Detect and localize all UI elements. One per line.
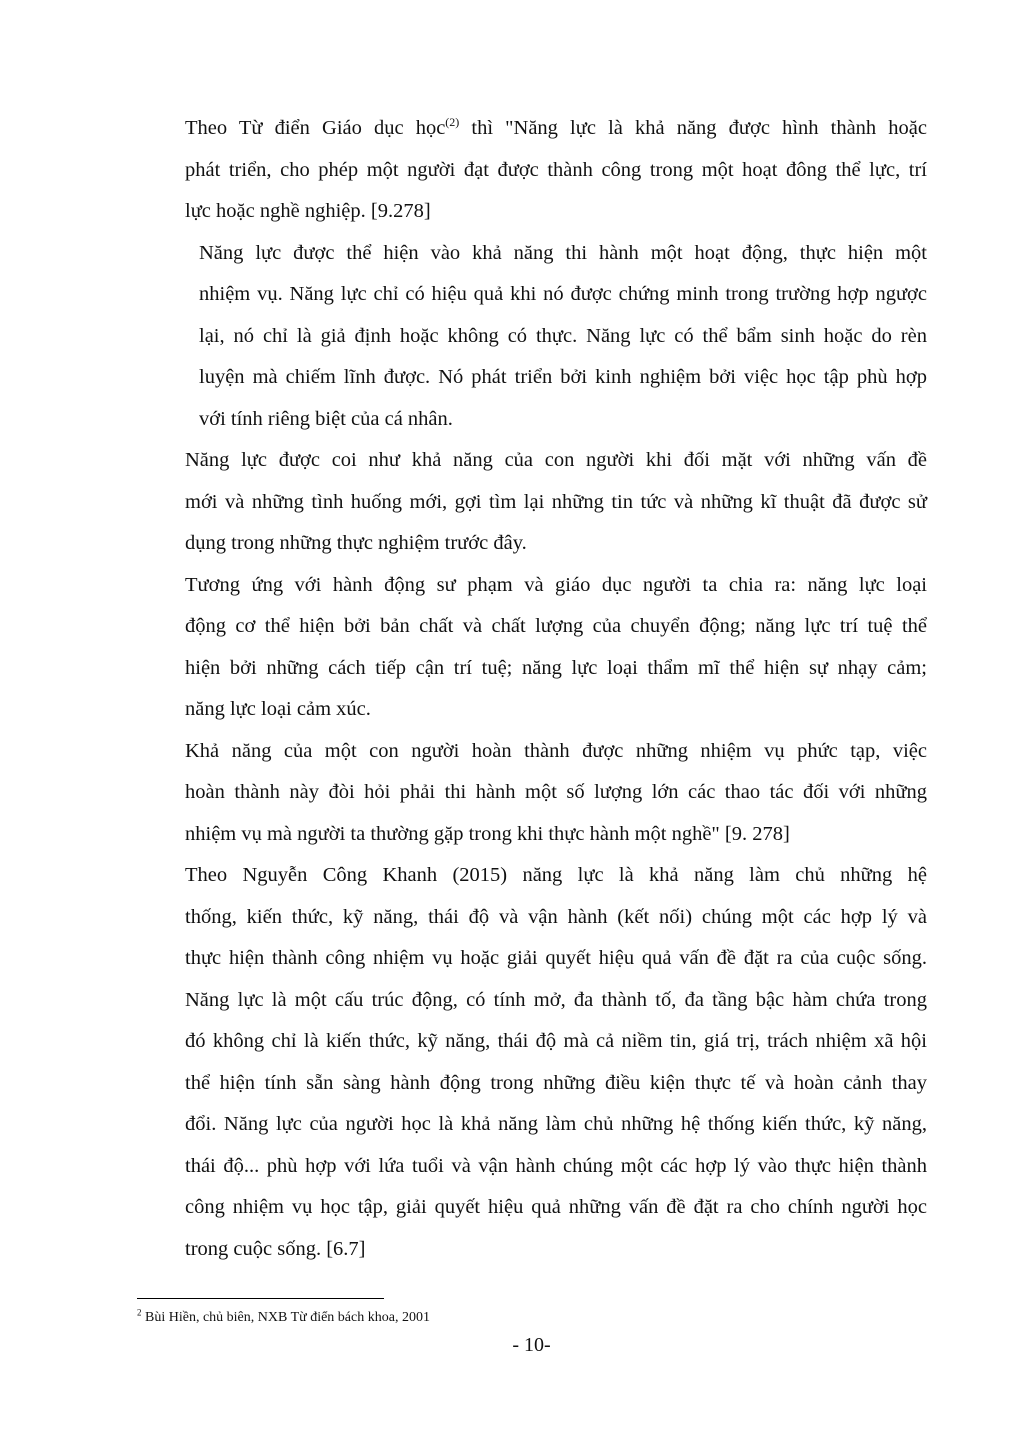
text-line: với tính riêng biệt của cá nhân.: [199, 407, 453, 430]
text-line: hoàn thành này đòi hỏi phải thi hành một số lượng lớn các thao tác đối với những: [185, 781, 927, 803]
text-line: thống, kiến thức, kỹ năng, thái độ và vận hành (kết nối) chúng một các hợp lý và: [185, 905, 927, 928]
text-line: thực hiện thành công nhiệm vụ hoặc giải quyết hiệu quả vấn đề đặt ra của cuộc sống.: [185, 947, 927, 969]
text-run: thì "Năng lực là khả năng được hình thành hoặc: [459, 117, 927, 139]
text-line: hiện bởi những cách tiếp cận trí tuệ; năng lực loại thẩm mĩ thể hiện sự nhạy cảm;: [185, 656, 927, 679]
text-line: Năng lực là một cấu trúc động, có tính mở, đa thành tố, đa tầng bậc hàm chứa trong: [185, 988, 927, 1011]
paragraph: [137, 233, 927, 441]
footnote: [137, 1307, 430, 1326]
text-line: công nhiệm vụ học tập, giải quyết hiệu quả những vấn đề đặt ra cho chính người học: [185, 1196, 927, 1218]
text-line: Khả năng của một con người hoàn thành được những nhiệm vụ phức tạp, việc: [185, 739, 927, 762]
text-line: trong cuộc sống. [6.7]: [185, 1237, 366, 1260]
text-line: Năng lực được thể hiện vào khả năng thi hành một hoạt động, thực hiện một: [199, 241, 927, 264]
paragraph: [137, 855, 927, 1270]
text-line: động cơ thể hiện bởi bản chất và chất lượng của chuyển động; năng lực trí tuệ thể: [185, 615, 927, 637]
text-line: thái độ... phù hợp với lứa tuổi và vận hành chúng một các hợp lý vào thực hiện thành: [185, 1154, 927, 1177]
text-line: [137, 108, 927, 150]
paragraph: [137, 731, 927, 856]
text-line: dụng trong những thực nghiệm trước đây.: [185, 532, 527, 554]
text-line: nhiệm vụ mà người ta thường gặp trong khi thực hành một nghề" [9. 278]: [185, 822, 790, 845]
text-line: lực hoặc nghề nghiệp. [9.278]: [185, 200, 431, 222]
text-line: mới và những tình huống mới, gợi tìm lại những tin tức và những kĩ thuật đã được sử: [185, 490, 927, 513]
text-line: đó không chỉ là kiến thức, kỹ năng, thái độ mà cả niềm tin, giá trị, trách nhiệm xã hội: [185, 1030, 927, 1052]
text-line: Năng lực được coi như khả năng của con người khi đối mặt với những vấn đề: [185, 449, 927, 471]
footnote-text: Bùi Hiền, chủ biên, NXB Từ điển bách khoa, 2001: [141, 1310, 430, 1325]
page-number: - 10-: [512, 1334, 551, 1356]
text-line: Theo Nguyễn Công Khanh (2015) năng lực là khả năng làm chủ những hệ: [185, 864, 927, 886]
footnote-separator: [137, 1298, 384, 1299]
paragraph: [137, 108, 927, 233]
text-line: thể hiện tính sẵn sàng hành động trong những điều kiện thực tế và hoàn cảnh thay: [185, 1071, 927, 1094]
footnote-mark: 2: [137, 1307, 142, 1318]
text-line: năng lực loại cảm xúc.: [185, 698, 371, 720]
text-line: Tương ứng với hành động sư phạm và giáo dục người ta chia ra: năng lực loại: [185, 573, 927, 596]
text-line: luyện mà chiếm lĩnh được. Nó phát triển bởi kinh nghiệm bởi việc học tập phù hợp: [199, 366, 927, 388]
text-run: Theo Từ điển Giáo dục học: [185, 117, 446, 139]
text-line: đổi. Năng lực của người học là khả năng làm chủ những hệ thống kiến thức, kỹ năng,: [185, 1113, 927, 1135]
text-line: phát triển, cho phép một người đạt được thành công trong một hoạt đông thể lực, trí: [185, 158, 927, 181]
footnote-reference: (2): [445, 115, 460, 130]
paragraph: [137, 565, 927, 731]
body-text: [137, 108, 927, 1270]
text-line: nhiệm vụ. Năng lực chỉ có hiệu quả khi nó được chứng minh trong trường hợp ngược: [199, 283, 927, 305]
paragraph: [137, 440, 927, 565]
text-line: lại, nó chỉ là giả định hoặc không có thực. Năng lực có thể bẩm sinh hoặc do rèn: [199, 324, 927, 347]
